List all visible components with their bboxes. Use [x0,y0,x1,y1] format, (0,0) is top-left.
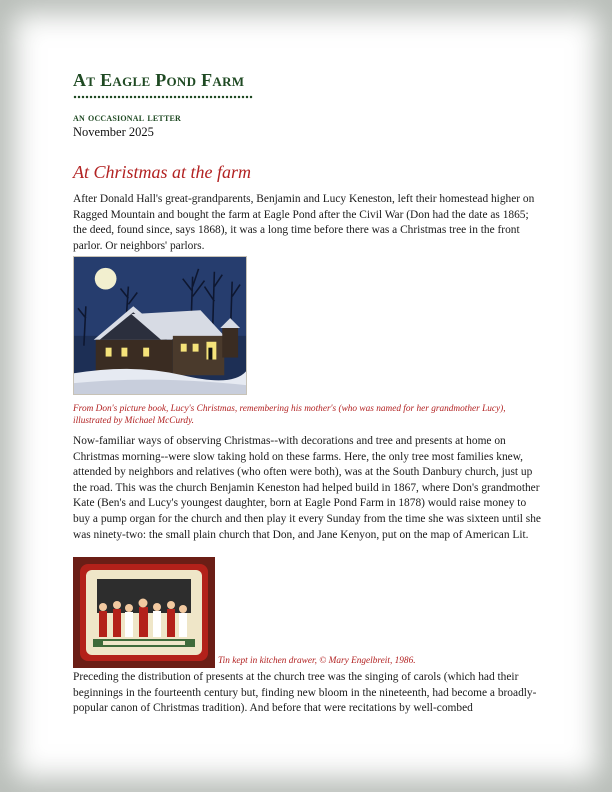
newsletter-title: At Eagle Pond Farm [73,70,245,90]
issue-date: November 2025 [73,125,154,139]
article-headline: At Christmas at the farm [73,162,252,182]
newsletter-subtitle: an occasional letter [73,112,181,124]
figure-2-caption: Tin kept in kitchen drawer, © Mary Engelbreit, 1986. [218,656,416,666]
farmhouse-illustration [73,256,247,395]
article-paragraph-3: Preceding the distribution of presents at the church tree was the singing of carols (which had their beginnings in the fourteenth century but, finding new bloom in the nineteenth, had become a broadly-popular canon of Christmas tradition). And before that were recitations by well-combed [73,671,537,715]
article-paragraph-2: Now-familiar ways of observing Christmas--with decorations and tree and presents at home on Christmas morning--were slow taking hold on these farms. Here, the only tree most families knew, attended by neighbors and relatives (who often were both), was at the South Danbury church, just up the road. This was the church Benjamin Keneston had helped build in 1867, where Don's grandmother Kate (Ben's and Lucy's youngest daughter, born at Eagle Pond Farm in 1878) would raise money to buy a pump organ for the church and then play it every Sunday from the time she was sixteen until she was ninety-two: the small plain church that Don, and Jane Kenyon, put on the map of American Lit. [73,435,541,541]
christmas-tin-photo [73,557,215,668]
figure-1-caption: From Don's picture book, Lucy's Christmas, remembering his mother's (who was named for her grandmother Lucy), illustrated by Michael McCurdy. [73,404,506,427]
dotted-rule [73,95,253,101]
article-paragraph-1: After Donald Hall's great-grandparents, Benjamin and Lucy Keneston, left their homestead higher on Ragged Mountain and bought the farm at Eagle Pond after the Civil War (Don had the date as 1865; the deed, found since, says 1868), it was a long time before there was a Christmas tree in the front parlor. Or neighbors' parlors. [73,193,535,252]
